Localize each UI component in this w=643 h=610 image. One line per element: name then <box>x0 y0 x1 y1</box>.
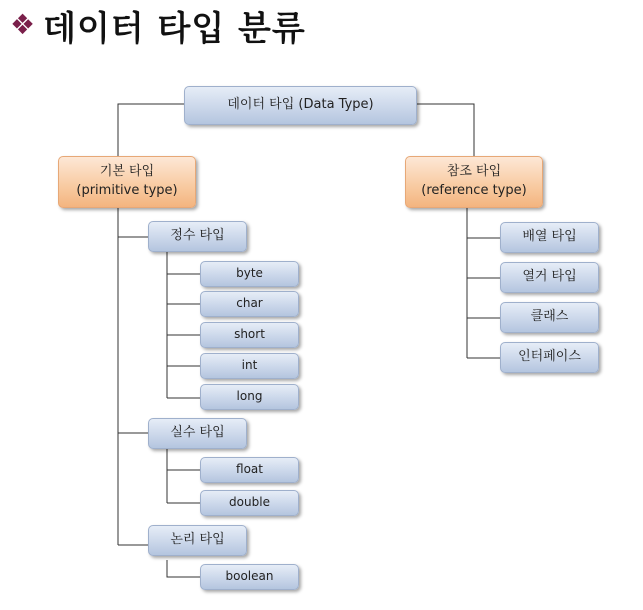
reference-line2: (reference type) <box>421 183 527 198</box>
class-label: 클래스 <box>530 309 569 325</box>
double-node <box>200 490 299 516</box>
interface-label: 인터페이스 <box>518 349 581 365</box>
title-text: 데이터 타입 분류 <box>43 8 306 49</box>
primitive-node <box>58 156 196 208</box>
byte-label: byte <box>236 266 263 281</box>
class-node <box>500 302 599 333</box>
logical-type-label: 논리 타입 <box>170 532 225 548</box>
double-label: double <box>229 495 270 510</box>
root-label: 데이터 타입 (Data Type) <box>227 97 374 113</box>
array-type-label: 배열 타입 <box>522 229 577 245</box>
short-node <box>200 322 299 348</box>
enum-type-label: 열거 타입 <box>522 269 577 285</box>
array-type-node <box>500 222 599 253</box>
primitive-line1: 기본 타입 <box>99 164 155 180</box>
real-type-label: 실수 타입 <box>170 425 225 441</box>
connector-root-reference <box>417 104 474 156</box>
int-node <box>200 353 299 379</box>
integer-type-label: 정수 타입 <box>170 228 225 244</box>
diamond-bullet-icon: ❖ <box>10 8 36 41</box>
boolean-node <box>200 564 299 590</box>
float-node <box>200 457 299 483</box>
enum-type-node <box>500 262 599 293</box>
char-label: char <box>236 296 263 311</box>
root-node <box>184 86 417 125</box>
int-label: int <box>241 358 258 373</box>
long-label: long <box>236 389 263 404</box>
primitive-line2: (primitive type) <box>76 183 178 198</box>
connector-boolean <box>167 560 200 577</box>
float-label: float <box>236 462 263 477</box>
reference-line1: 참조 타입 <box>446 164 502 180</box>
char-node <box>200 291 299 317</box>
real-type-node <box>148 418 247 449</box>
integer-type-node <box>148 221 247 252</box>
long-node <box>200 384 299 410</box>
connector-root-primitive <box>118 104 184 156</box>
byte-node <box>200 261 299 287</box>
logical-type-node <box>148 525 247 556</box>
short-label: short <box>234 327 265 342</box>
interface-node <box>500 342 599 373</box>
reference-node <box>405 156 543 208</box>
boolean-label: boolean <box>225 569 274 584</box>
